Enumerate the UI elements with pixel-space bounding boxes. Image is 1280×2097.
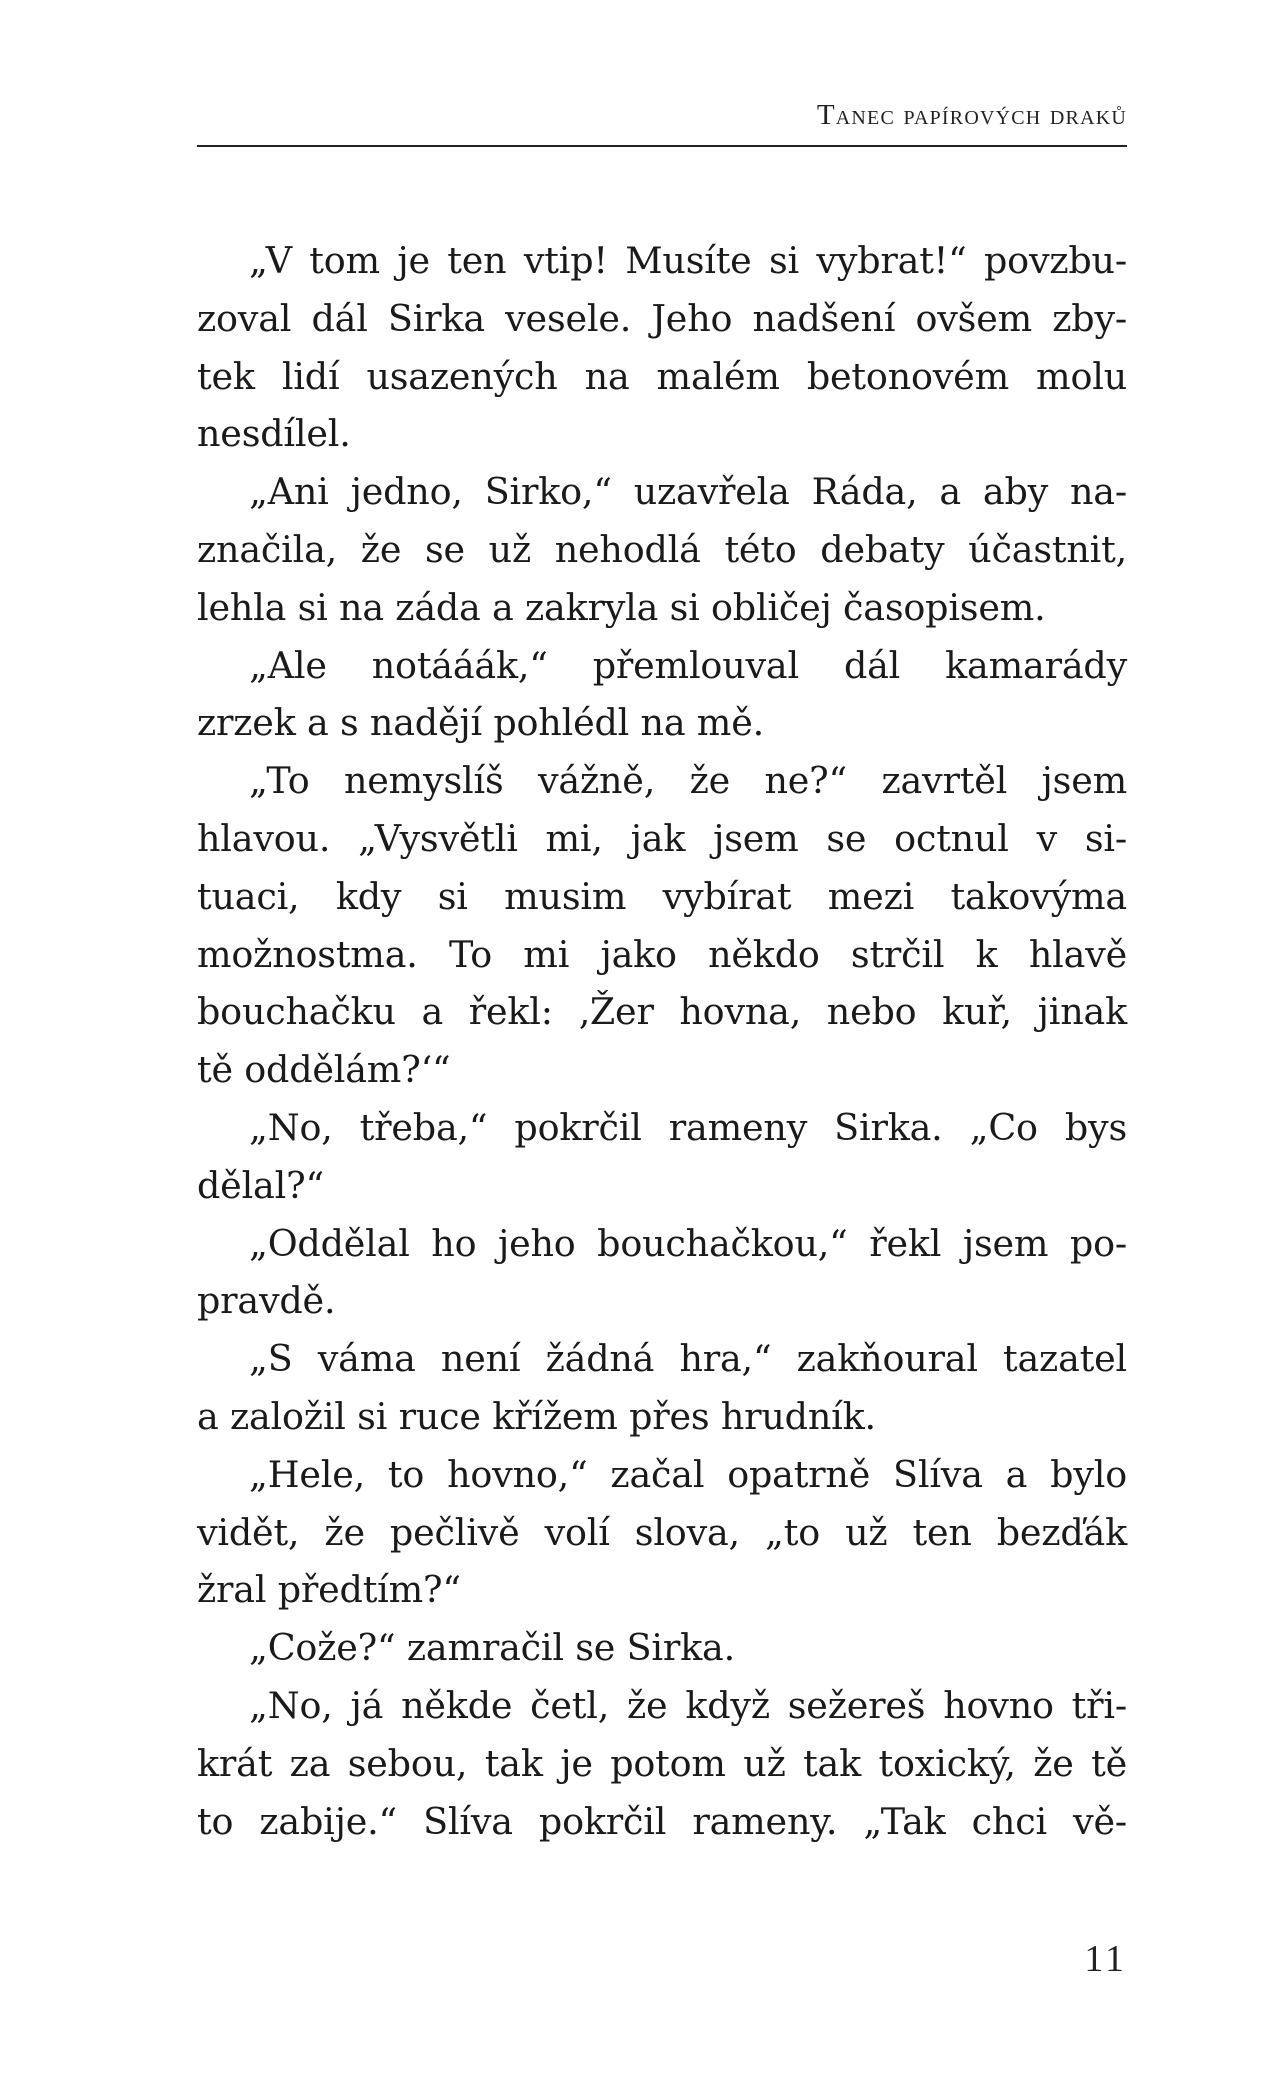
text-line: „Hele, to hovno,“ začal opatrně Slíva a bylo bbox=[249, 1452, 1127, 1496]
text-line: tuaci, kdy si musim vybírat mezi takovýma bbox=[197, 874, 1127, 918]
text-line: tě oddělám?‘“ bbox=[197, 1048, 451, 1092]
header-rule bbox=[197, 145, 1127, 147]
text-line: to zabije.“ Slíva pokrčil rameny. „Tak chci vě- bbox=[197, 1799, 1127, 1843]
text-line: žral předtím?“ bbox=[197, 1568, 461, 1612]
text-line: „No, já někde četl, že když sežereš hovno tři- bbox=[249, 1683, 1127, 1727]
text-line: „No, třeba,“ pokrčil rameny Sirka. „Co bys bbox=[249, 1105, 1127, 1149]
text-line: „Cože?“ zamračil se Sirka. bbox=[249, 1626, 736, 1670]
text-line: bouchačku a řekl: ‚Žer hovna, nebo kuř, jinak bbox=[197, 990, 1127, 1034]
text-line: zrzek a s nadějí pohlédl na mě. bbox=[197, 701, 764, 745]
text-line: krát za sebou, tak je potom už tak toxický, že tě bbox=[197, 1741, 1127, 1785]
body-text bbox=[197, 232, 1127, 1850]
text-line: hlavou. „Vysvětli mi, jak jsem se octnul v si- bbox=[197, 816, 1127, 860]
text-line: a založil si ruce křížem přes hrudník. bbox=[197, 1394, 876, 1438]
text-line: vidět, že pečlivě volí slova, „to už ten bezďák bbox=[197, 1510, 1127, 1554]
text-line: „To nemyslíš vážně, že ne?“ zavrtěl jsem bbox=[249, 759, 1127, 803]
text-line: „Ale notááák,“ přemlouval dál kamarády bbox=[249, 643, 1127, 687]
text-line: nesdílel. bbox=[197, 412, 351, 456]
text-line: pravdě. bbox=[197, 1279, 336, 1323]
text-line: dělal?“ bbox=[197, 1163, 324, 1207]
text-line: tek lidí usazených na malém betonovém molu bbox=[197, 354, 1127, 398]
text-line: lehla si na záda a zakryla si obličej časopisem. bbox=[197, 585, 1046, 629]
text-line: „Oddělal ho jeho bouchačkou,“ řekl jsem po- bbox=[249, 1221, 1127, 1265]
page-number: 11 bbox=[1084, 1938, 1127, 1980]
text-line: „S váma není žádná hra,“ zakňoural tazatel bbox=[249, 1337, 1127, 1381]
text-line: zoval dál Sirka vesele. Jeho nadšení ovšem zby- bbox=[197, 296, 1127, 340]
text-line: možnostma. To mi jako někdo strčil k hlavě bbox=[197, 932, 1127, 976]
text-line: značila, že se už nehodlá této debaty účastnit, bbox=[197, 527, 1127, 571]
running-head: Tanec papírových draků bbox=[816, 99, 1127, 131]
text-line: „Ani jedno, Sirko,“ uzavřela Ráda, a aby na- bbox=[249, 470, 1127, 514]
text-line: „V tom je ten vtip! Musíte si vybrat!“ povzbu- bbox=[249, 239, 1127, 282]
